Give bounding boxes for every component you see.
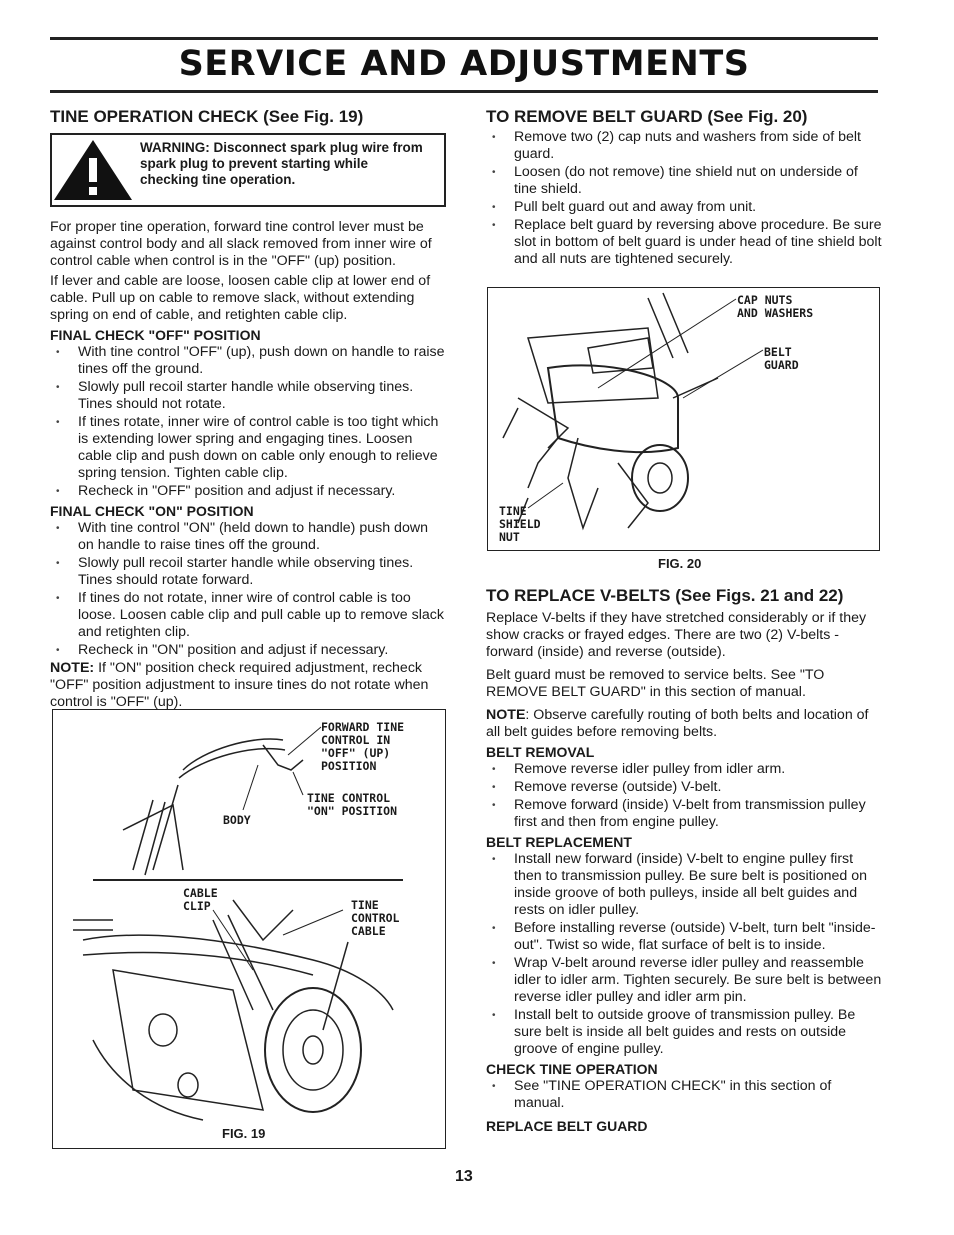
replace-v-belts-heading: TO REPLACE V-BELTS (See Figs. 21 and 22) — [486, 586, 844, 605]
check-tine-operation-heading: CHECK TINE OPERATION — [486, 1061, 658, 1077]
warning-text: WARNING: Disconnect spark plug wire from spark plug to prevent starting while checking tine operation. — [140, 140, 423, 187]
label-tine-control-cable: TINE CONTROL CABLE — [351, 898, 400, 938]
note-label: NOTE: — [50, 660, 95, 676]
label-cable-clip: CABLE CLIP — [183, 886, 218, 913]
list-item: • Install belt to outside groove of transmission pulley. Be sure belt is inside all belt guides and rests on outside groove of engine pulley. — [486, 1007, 882, 1058]
remove-belt-guard-heading: TO REMOVE BELT GUARD (See Fig. 20) — [486, 107, 808, 126]
belt-removal-list — [486, 761, 882, 831]
off-position-list — [50, 344, 446, 500]
v-belts-paragraph-1: Replace V-belts if they have stretched considerably or if they show cracks or frayed edges. There are two (2) V-belts - forward (inside) and reverse (outside). — [486, 610, 867, 660]
tiller-belt-guard-illustration — [488, 288, 879, 550]
right-column-upper — [486, 108, 882, 269]
list-item: • Slowly pull recoil starter handle while observing tines. Tines should rotate forward. — [50, 555, 446, 589]
warning-icon — [52, 136, 134, 202]
belt-replacement-list — [486, 851, 882, 1058]
list-item: • Remove forward (inside) V-belt from transmission pulley first and then from engine pulley. — [486, 797, 882, 831]
list-item: • Remove two (2) cap nuts and washers from side of belt guard. — [486, 129, 882, 163]
warning-box — [50, 133, 446, 207]
top-rule — [50, 37, 878, 40]
list-item: • Pull belt guard out and away from unit. — [486, 199, 882, 216]
replace-belt-guard-heading: REPLACE BELT GUARD — [486, 1118, 648, 1134]
label-tine-control-on: TINE CONTROL "ON" POSITION — [307, 791, 398, 818]
v-belts-note — [486, 707, 882, 741]
list-item: • Recheck in "OFF" position and adjust if necessary. — [50, 483, 446, 500]
on-position-heading: FINAL CHECK "ON" POSITION — [50, 503, 254, 519]
remove-belt-guard-list — [486, 129, 882, 268]
v-belts-paragraph-2: Belt guard must be removed to service belts. See "TO REMOVE BELT GUARD" in this section of manual. — [486, 667, 825, 700]
note-paragraph — [50, 660, 446, 711]
note-text: If "ON" position check required adjustment, recheck "OFF" position adjustment to insure tines do not rotate when control is "OFF" (up). — [50, 660, 429, 710]
belt-removal-heading: BELT REMOVAL — [486, 744, 595, 760]
note-label: NOTE — [486, 707, 526, 723]
left-column — [50, 108, 446, 714]
list-item: • Wrap V-belt around reverse idler pulley and reassemble idler to idler arm. Tighten securely. Be sure belt is between reverse idler pulley and idler arm pin. — [486, 955, 882, 1006]
page-number: 13 — [455, 1168, 473, 1185]
label-tine-shield-nut: TINE SHIELD NUT — [499, 504, 541, 544]
figure-19-caption: FIG. 19 — [222, 1126, 266, 1141]
page-title: SERVICE AND ADJUSTMENTS — [178, 44, 750, 84]
list-item: • Replace belt guard by reversing above procedure. Be sure slot in bottom of belt guard is under head of tine shield bolt and all nuts are tightened securely. — [486, 217, 882, 268]
intro-paragraph-1: For proper tine operation, forward tine control lever must be against control body and all slack removed from inner wire of control cable when control is in the "OFF" (up) position. — [50, 219, 432, 269]
list-item: • With tine control "OFF" (up), push down on handle to raise tines off the ground. — [50, 344, 446, 378]
list-item: • See "TINE OPERATION CHECK" in this section of manual. — [486, 1078, 882, 1112]
off-position-heading: FINAL CHECK "OFF" POSITION — [50, 327, 261, 343]
tine-operation-heading: TINE OPERATION CHECK (See Fig. 19) — [50, 107, 364, 126]
label-belt-guard: BELT GUARD — [764, 345, 799, 372]
note-text: : Observe carefully routing of both belts and location of all belt guides before removing belts. — [486, 707, 869, 740]
label-forward-tine-control: FORWARD TINE CONTROL IN "OFF" (UP) POSITION — [321, 720, 405, 773]
on-position-list — [50, 520, 446, 659]
list-item: • Before installing reverse (outside) V-belt, turn belt "inside-out". Twist so wide, flat surface of belt is to inside. — [486, 920, 882, 954]
check-tine-operation-list — [486, 1078, 882, 1112]
list-item: • With tine control "ON" (held down to handle) push down on handle to raise tines off the ground. — [50, 520, 446, 554]
title-rule — [50, 90, 878, 93]
label-cap-nuts: CAP NUTS AND WASHERS — [737, 293, 814, 320]
label-body: BODY — [223, 813, 251, 827]
list-item: • Loosen (do not remove) tine shield nut on underside of tine shield. — [486, 164, 882, 198]
list-item: • Remove reverse idler pulley from idler arm. — [486, 761, 882, 778]
figure-20 — [487, 287, 880, 551]
belt-replacement-heading: BELT REPLACEMENT — [486, 834, 632, 850]
list-item: • If tines rotate, inner wire of control cable is too tight which is extending lower spring and engaging tines. Loosen cable clip and push down on cable only enough to relieve spring tension. Tighten cable clip. — [50, 414, 446, 482]
list-item: • If tines do not rotate, inner wire of control cable is too loose. Loosen cable clip and pull cable up to remove slack and retighten clip. — [50, 590, 446, 641]
right-column-lower — [486, 587, 882, 1135]
figure-19 — [52, 709, 446, 1149]
list-item: • Recheck in "ON" position and adjust if necessary. — [50, 642, 446, 659]
intro-paragraph-2: If lever and cable are loose, loosen cable clip at lower end of cable. Pull up on cable to remove slack, without extending spring on end of cable, and retighten cable clip. — [50, 273, 431, 323]
figure-20-caption: FIG. 20 — [658, 556, 702, 571]
list-item: • Remove reverse (outside) V-belt. — [486, 779, 882, 796]
list-item: • Slowly pull recoil starter handle while observing tines. Tines should not rotate. — [50, 379, 446, 413]
list-item: • Install new forward (inside) V-belt to engine pulley first then to transmission pulley. Be sure belt is positioned on inside groove of both pulleys, inside all belt guides and rests on idler pulley. — [486, 851, 882, 919]
